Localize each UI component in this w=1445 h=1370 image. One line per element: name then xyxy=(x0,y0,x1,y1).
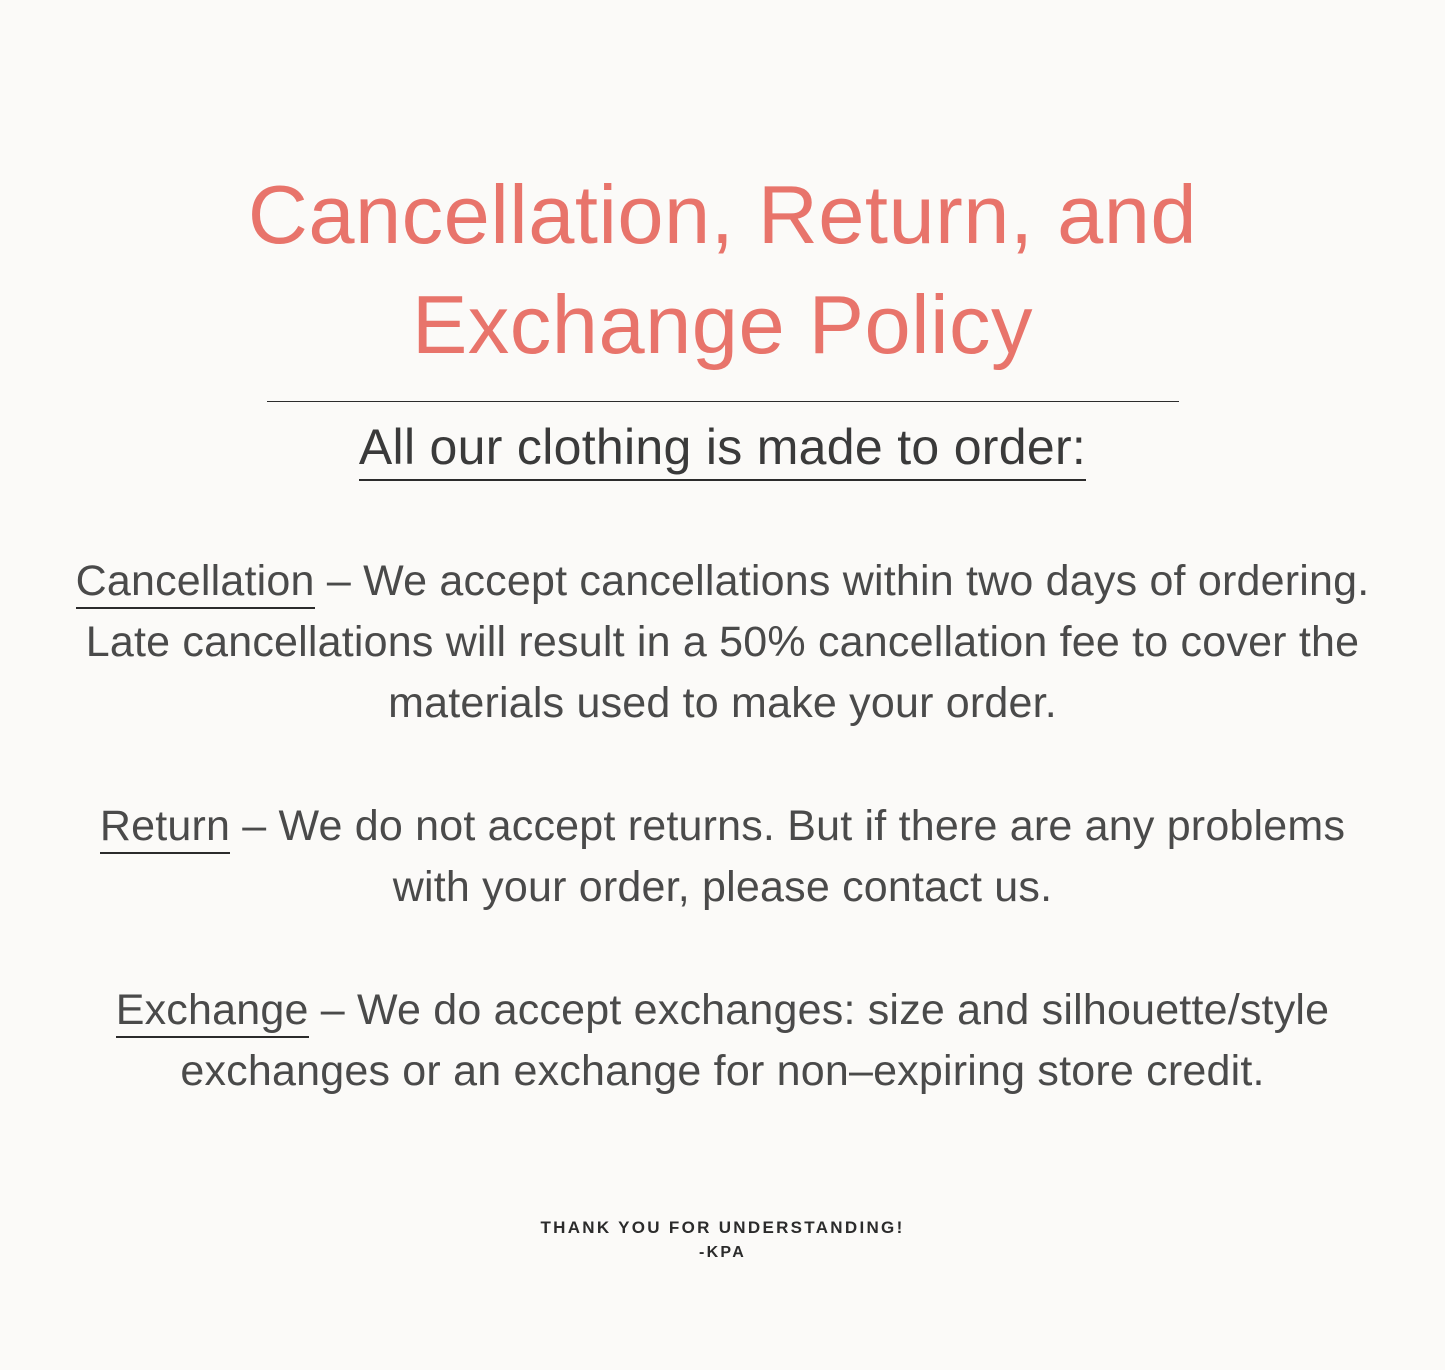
section-cancellation-text: – We accept cancellations within two days of ordering. Late cancellations will result in a 50% cancellation fee to cover the materials used to make your order. xyxy=(85,556,1370,727)
section-return xyxy=(58,796,1388,918)
footer xyxy=(0,1218,1445,1262)
section-cancellation-lead: Cancellation xyxy=(76,557,315,609)
section-exchange xyxy=(58,980,1388,1102)
page-title: Cancellation, Return, and Exchange Policy xyxy=(247,168,1198,371)
subtitle-text: All our clothing is made to order: xyxy=(359,419,1086,481)
section-cancellation xyxy=(58,551,1388,734)
section-return-lead: Return xyxy=(100,802,230,854)
section-exchange-lead: Exchange xyxy=(116,986,309,1038)
subtitle xyxy=(0,402,1445,479)
section-exchange-text: – We do accept exchanges: size and silhouette/style exchanges or an exchange for non–expiring store credit. xyxy=(180,985,1330,1095)
footer-thanks: THANK YOU FOR UNDERSTANDING! xyxy=(540,1218,905,1237)
section-return-text: – We do not accept returns. But if there are any problems with your order, please contact us. xyxy=(230,801,1346,911)
footer-signature: -KPA xyxy=(698,1244,747,1261)
